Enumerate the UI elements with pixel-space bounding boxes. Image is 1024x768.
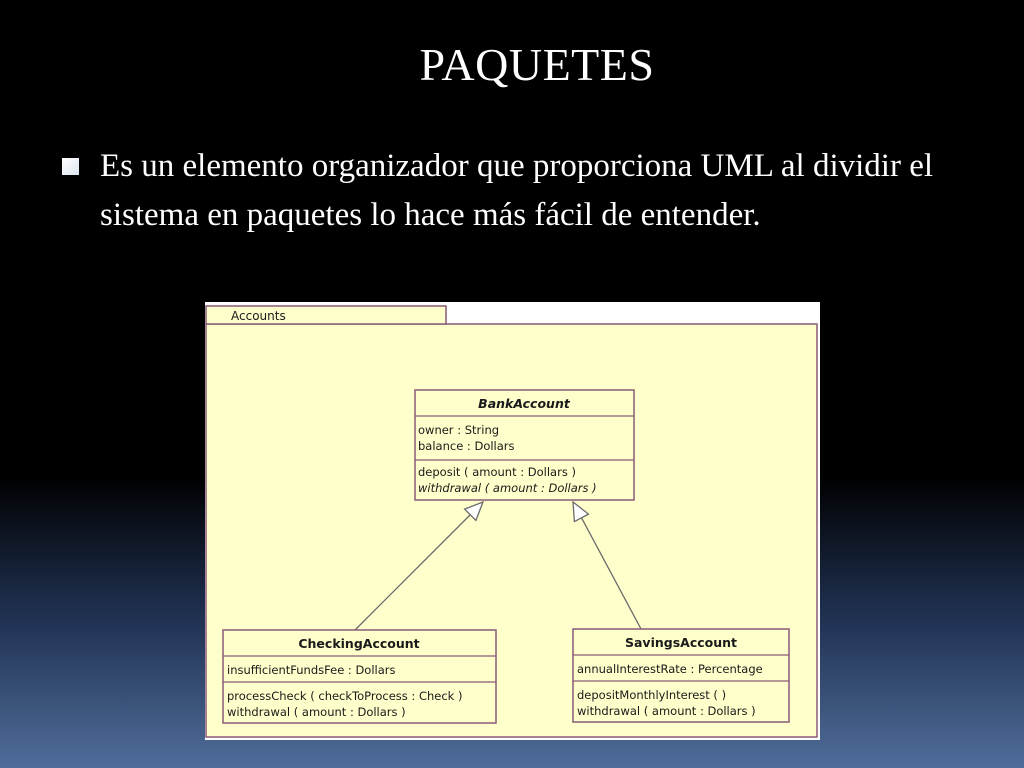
attribute: owner : String bbox=[418, 423, 500, 437]
package-name: Accounts bbox=[231, 309, 286, 323]
bullet-text: Es un elemento organizador que proporciona UML al dividir el sistema en paquetes lo hace más fácil de entender. bbox=[100, 148, 934, 233]
uml-package-diagram bbox=[205, 302, 820, 740]
class-checking-account bbox=[223, 630, 496, 723]
operation: withdrawal ( amount : Dollars ) bbox=[577, 704, 756, 718]
class-savings-account bbox=[573, 629, 789, 722]
class-name: SavingsAccount bbox=[624, 635, 738, 650]
class-name: BankAccount bbox=[478, 396, 570, 411]
uml-diagram-canvas bbox=[205, 302, 820, 740]
operation: withdrawal ( amount : Dollars ) bbox=[227, 705, 406, 719]
square-bullet-icon bbox=[62, 158, 79, 175]
operation: withdrawal ( amount : Dollars ) bbox=[418, 481, 597, 495]
bullet-item bbox=[62, 142, 982, 240]
class-bank-account bbox=[415, 390, 634, 500]
slide-title: PAQUETES bbox=[419, 39, 655, 90]
attribute: insufficientFundsFee : Dollars bbox=[227, 663, 396, 677]
class-name: CheckingAccount bbox=[298, 636, 420, 651]
attribute: annualInterestRate : Percentage bbox=[577, 662, 763, 676]
operation: depositMonthlyInterest ( ) bbox=[577, 688, 727, 702]
operation: processCheck ( checkToProcess : Check ) bbox=[227, 689, 463, 703]
operation: deposit ( amount : Dollars ) bbox=[418, 465, 576, 479]
attribute: balance : Dollars bbox=[418, 439, 515, 453]
